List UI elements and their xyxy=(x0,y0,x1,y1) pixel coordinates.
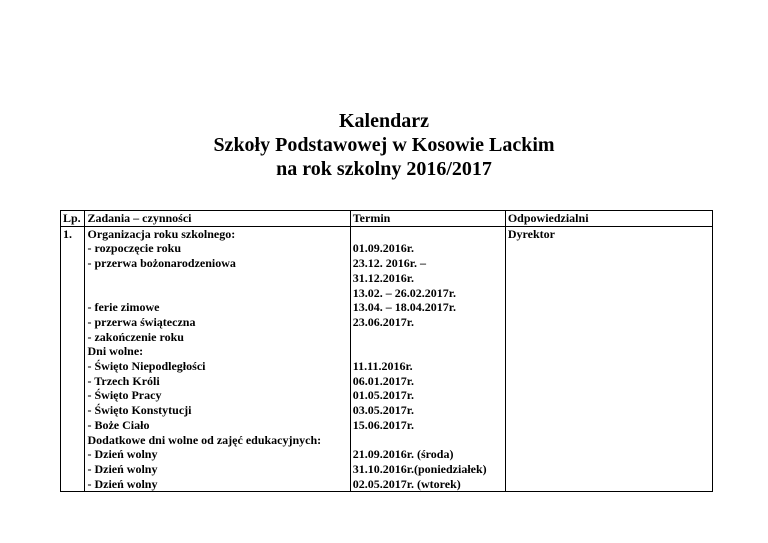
title-line-2: Szkoły Podstawowej w Kosowie Lackim xyxy=(213,134,555,156)
term-line: 01.05.2017r. xyxy=(352,388,414,403)
document-title xyxy=(0,109,768,181)
header-tasks: Zadania – czynności xyxy=(85,211,350,227)
term-line: 11.11.2016r. xyxy=(352,358,413,373)
task-line: - Dzień wolny xyxy=(87,461,158,476)
task-line: - Trzech Króli xyxy=(87,373,160,388)
term-line: 15.06.2017r. xyxy=(352,417,414,432)
header-term: Termin xyxy=(350,211,505,227)
table-row xyxy=(61,226,713,492)
term-line: 21.09.2016r. (środa) xyxy=(352,447,454,462)
task-line: - przerwa świąteczna xyxy=(87,314,196,329)
term-line xyxy=(353,344,503,359)
term-line xyxy=(353,330,503,345)
task-line: - Święto Konstytucji xyxy=(87,403,192,418)
row-lp: 1. xyxy=(61,226,85,492)
term-line: 23.06.2017r. xyxy=(352,314,414,329)
term-line: 13.02. – 26.02.2017r. xyxy=(352,285,456,300)
term-line: 06.01.2017r. xyxy=(352,373,414,388)
task-line: - ferie zimowe xyxy=(87,300,160,315)
task-line: - Dzień wolny xyxy=(87,476,158,491)
header-responsible: Odpowiedzialni xyxy=(505,211,712,227)
term-line: 31.10.2016r.(poniedziałek) xyxy=(352,461,487,476)
task-line: Organizacja roku szkolnego: xyxy=(87,226,236,241)
calendar-table xyxy=(60,210,713,492)
term-line: 02.05.2017r. (wtorek) xyxy=(352,476,461,491)
table-header-row xyxy=(61,211,713,227)
term-line xyxy=(353,227,503,242)
task-line: - Święto Niepodległości xyxy=(87,359,206,373)
responsible-cell: Dyrektor xyxy=(505,226,712,492)
term-line: 03.05.2017r. xyxy=(352,403,414,418)
task-line: - Boże Ciało xyxy=(87,417,150,432)
task-line: - zakończenie roku xyxy=(87,329,184,344)
title-line-1: Kalendarz xyxy=(339,110,429,132)
task-line: - rozpoczęcie roku xyxy=(87,241,182,256)
term-line: 31.12.2016r. xyxy=(352,270,414,285)
task-line xyxy=(87,271,347,286)
header-lp: Lp. xyxy=(61,211,85,227)
task-line: - przerwa bożonarodzeniowa xyxy=(87,256,236,271)
task-line: - Święto Pracy xyxy=(87,388,162,403)
task-line: Dni wolne: xyxy=(87,344,144,359)
task-line xyxy=(87,286,347,301)
task-line: Dodatkowe dni wolne od zajęć edukacyjnych: xyxy=(87,432,322,447)
term-line xyxy=(353,433,503,448)
term-line: 23.12. 2016r. – xyxy=(352,256,426,271)
terms-cell xyxy=(350,226,505,492)
title-line-3: na rok szkolny 2016/2017 xyxy=(276,158,492,180)
term-line: 13.04. – 18.04.2017r. xyxy=(352,300,456,315)
term-line: 01.09.2016r. xyxy=(352,241,414,256)
tasks-cell xyxy=(85,226,350,492)
task-line: - Dzień wolny xyxy=(87,447,158,462)
